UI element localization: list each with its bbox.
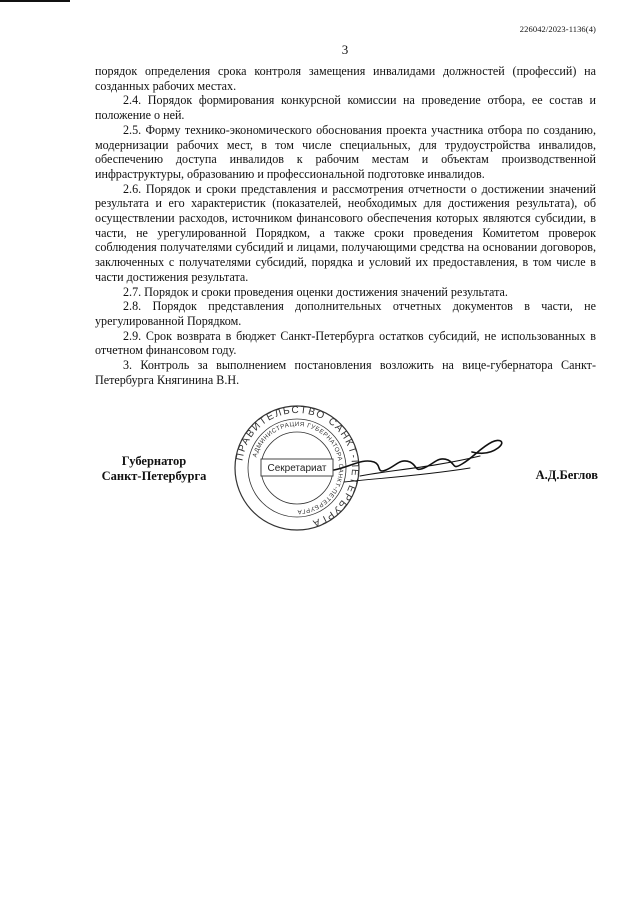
seal-center-text: Секретариат	[267, 463, 327, 474]
top-edge-line	[0, 0, 70, 2]
document-body	[95, 64, 596, 387]
seal-inner-text: АДМИНИСТРАЦИЯ ГУБЕРНАТОРА САНКТ-ПЕТЕРБУРГА	[251, 420, 345, 516]
signatory-position	[94, 454, 214, 484]
signatory-position-line2: Санкт-Петербурга	[101, 469, 207, 483]
paragraph-2-3-continuation: порядок определения срока контроля замещения инвалидами должностей (профессий) на созданных рабочих местах.	[95, 64, 596, 93]
paragraph-2-7: 2.7. Порядок и сроки проведения оценки достижения значений результата.	[123, 284, 508, 299]
handwritten-signature	[330, 412, 510, 492]
paragraph-2-6: 2.6. Порядок и сроки представления и рассмотрения отчетности о достижении значений результата и его характеристик (показателей, необходимых для достижения результата), об осуществлении расходов, источником финансового обеспечения которых являются субсидии, в части, не урегулированной Порядком, а также сроки проведения Комитетом проверок соблюдения получателями субсидий и лицами, получающими средства на основании договоров, заключенных с получателями субсидий, порядка и условий их предоставления, в том числе в части достижения результата.	[95, 181, 596, 284]
paragraph-2-5: 2.5. Форму технико-экономического обоснования проекта участника отбора по созданию, модернизации рабочих мест, в том числе специальных, для трудоустройства инвалидов, обеспечению доступа инвалидов к рабочим местам и объектам производственной инфраструктуры, образованию и профессиональной подготовке инвалидов.	[95, 122, 596, 181]
paragraph-2-8: 2.8. Порядок представления дополнительных отчетных документов в части, не урегулированной Порядком.	[95, 299, 596, 328]
document-id: 226042/2023-1136(4)	[519, 24, 596, 34]
paragraph-2-4: 2.4. Порядок формирования конкурсной комиссии на проведение отбора, ее состав и положение о ней.	[95, 93, 596, 123]
paragraph-2-9: 2.9. Срок возврата в бюджет Санкт-Петербурга остатков субсидий, не использованных в отчетном финансовом году.	[95, 328, 596, 358]
signatory-position-line1: Губернатор	[121, 454, 187, 468]
signatory-name: А.Д.Беглов	[535, 468, 598, 482]
page-number: 3	[341, 42, 349, 57]
seal-outer-text: ПРАВИТЕЛЬСТВО САНКТ-ПЕТЕРБУРГА	[234, 404, 361, 529]
paragraph-3: 3. Контроль за выполнением постановления возложить на вице-губернатора Санкт-Петербурга Княгинина В.Н.	[95, 358, 596, 387]
